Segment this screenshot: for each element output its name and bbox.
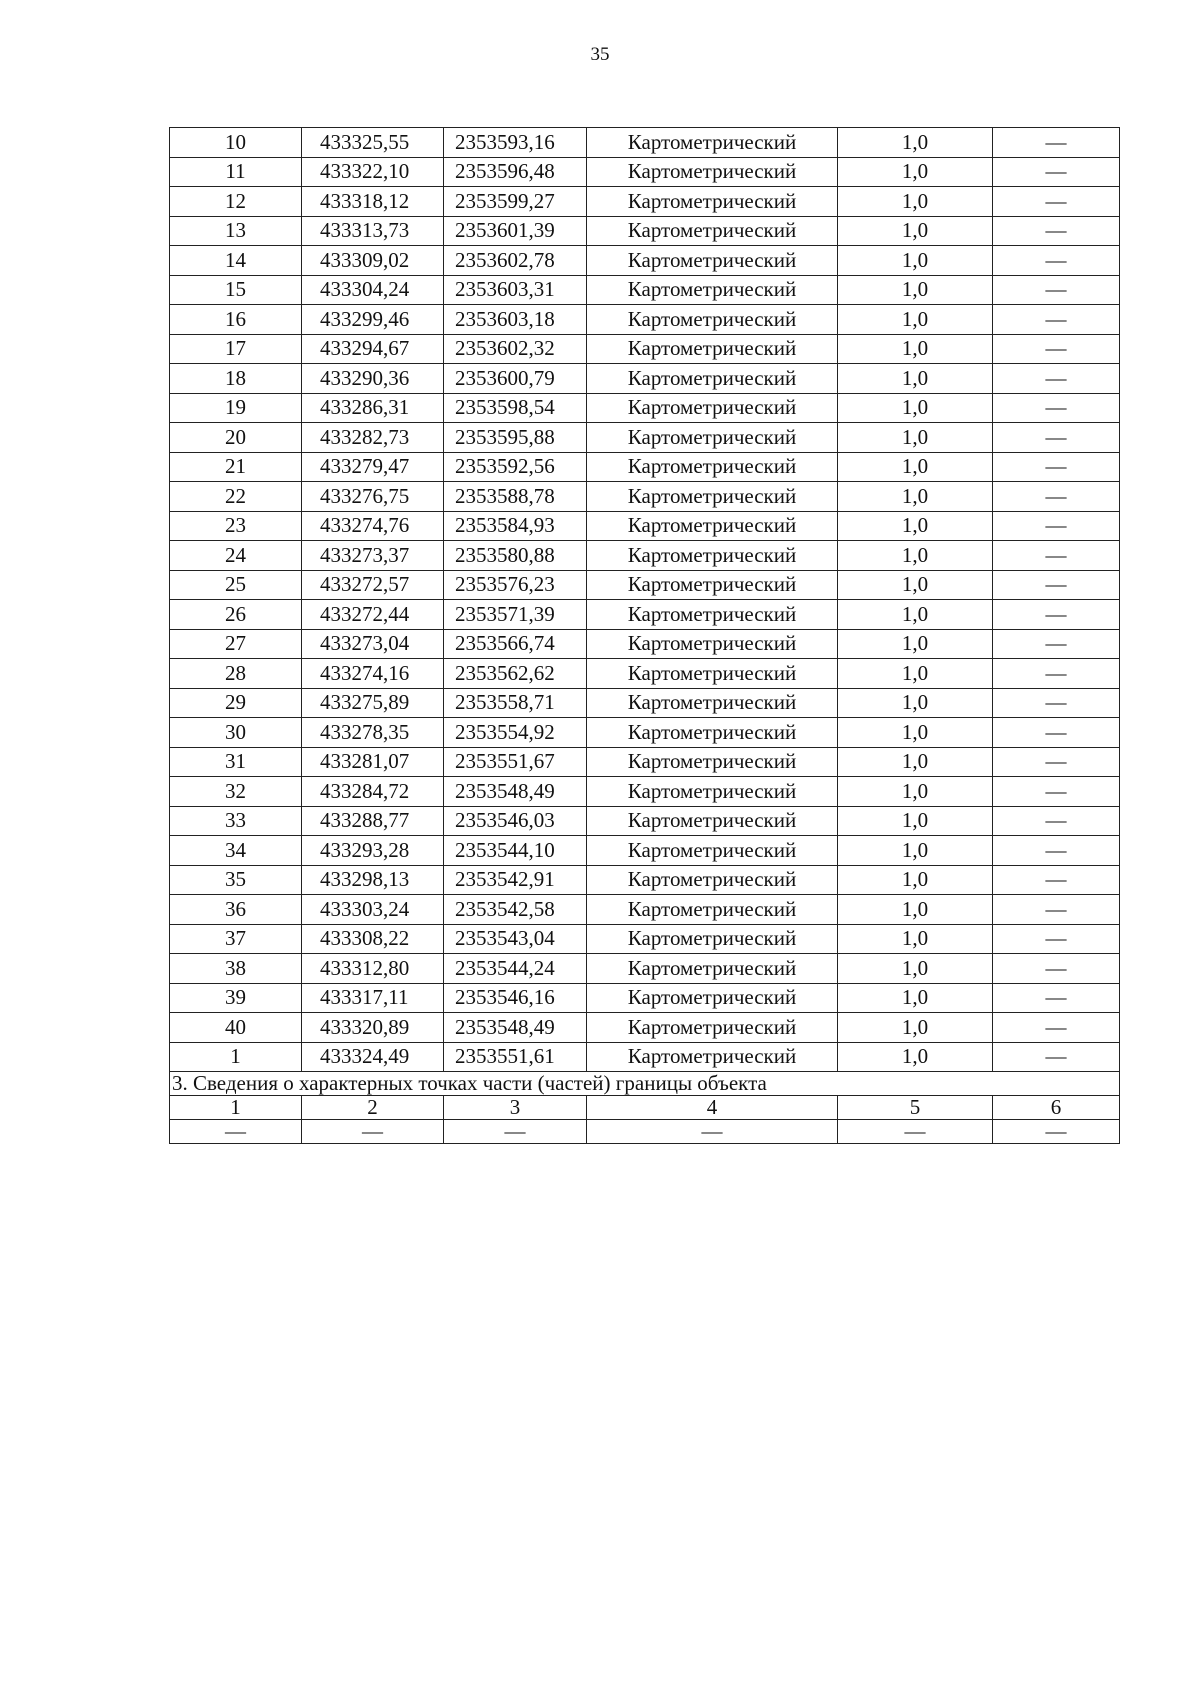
table-row xyxy=(170,216,1120,246)
point-number: 30 xyxy=(170,718,302,748)
accuracy-cell: 1,0 xyxy=(838,364,993,394)
coordinate-y: 2353596,48 xyxy=(444,157,587,187)
accuracy-cell: 1,0 xyxy=(838,1042,993,1072)
method-cell: Картометрический xyxy=(587,924,838,954)
accuracy-cell: 1,0 xyxy=(838,570,993,600)
point-number: 19 xyxy=(170,393,302,423)
point-number: 29 xyxy=(170,688,302,718)
coordinate-y: 2353584,93 xyxy=(444,511,587,541)
accuracy-cell: 1,0 xyxy=(838,688,993,718)
description-cell: — xyxy=(993,600,1120,630)
description-cell: — xyxy=(993,718,1120,748)
accuracy-cell: 1,0 xyxy=(838,747,993,777)
coordinate-x: 433325,55 xyxy=(302,128,444,158)
point-number: 35 xyxy=(170,865,302,895)
coordinate-y: 2353542,58 xyxy=(444,895,587,925)
accuracy-cell: 1,0 xyxy=(838,423,993,453)
description-cell: — xyxy=(993,629,1120,659)
table-row xyxy=(170,423,1120,453)
table-row xyxy=(170,305,1120,335)
point-number: 22 xyxy=(170,482,302,512)
coordinate-y: 2353595,88 xyxy=(444,423,587,453)
accuracy-cell: 1,0 xyxy=(838,718,993,748)
description-cell: — xyxy=(993,865,1120,895)
accuracy-cell: 1,0 xyxy=(838,216,993,246)
column-number-1: 1 xyxy=(170,1096,302,1120)
method-cell: Картометрический xyxy=(587,954,838,984)
point-number: 12 xyxy=(170,187,302,217)
description-cell: — xyxy=(993,659,1120,689)
description-cell: — xyxy=(993,393,1120,423)
method-cell: Картометрический xyxy=(587,865,838,895)
description-cell: — xyxy=(993,187,1120,217)
accuracy-cell: 1,0 xyxy=(838,629,993,659)
method-cell: Картометрический xyxy=(587,600,838,630)
accuracy-cell: 1,0 xyxy=(838,806,993,836)
empty-cell: — xyxy=(444,1120,587,1144)
table-row xyxy=(170,659,1120,689)
section-3-title-row xyxy=(170,1072,1120,1096)
coordinate-x: 433294,67 xyxy=(302,334,444,364)
point-number: 17 xyxy=(170,334,302,364)
description-cell: — xyxy=(993,452,1120,482)
table-row xyxy=(170,452,1120,482)
accuracy-cell: 1,0 xyxy=(838,865,993,895)
coordinate-x: 433298,13 xyxy=(302,865,444,895)
description-cell: — xyxy=(993,305,1120,335)
table-row xyxy=(170,482,1120,512)
table-row xyxy=(170,924,1120,954)
point-number: 34 xyxy=(170,836,302,866)
coordinate-y: 2353598,54 xyxy=(444,393,587,423)
coordinate-x: 433317,11 xyxy=(302,983,444,1013)
description-cell: — xyxy=(993,246,1120,276)
point-number: 21 xyxy=(170,452,302,482)
coordinate-x: 433278,35 xyxy=(302,718,444,748)
description-cell: — xyxy=(993,1042,1120,1072)
coordinate-x: 433273,04 xyxy=(302,629,444,659)
coordinate-x: 433320,89 xyxy=(302,1013,444,1043)
table-row xyxy=(170,1042,1120,1072)
description-cell: — xyxy=(993,275,1120,305)
description-cell: — xyxy=(993,216,1120,246)
description-cell: — xyxy=(993,777,1120,807)
table-row xyxy=(170,246,1120,276)
accuracy-cell: 1,0 xyxy=(838,157,993,187)
column-number-6: 6 xyxy=(993,1096,1120,1120)
description-cell: — xyxy=(993,688,1120,718)
coordinate-x: 433286,31 xyxy=(302,393,444,423)
accuracy-cell: 1,0 xyxy=(838,600,993,630)
coordinate-y: 2353548,49 xyxy=(444,777,587,807)
coordinate-x: 433274,16 xyxy=(302,659,444,689)
coordinate-y: 2353588,78 xyxy=(444,482,587,512)
coordinate-y: 2353580,88 xyxy=(444,541,587,571)
table-row xyxy=(170,806,1120,836)
table-row xyxy=(170,364,1120,394)
coordinate-y: 2353551,67 xyxy=(444,747,587,777)
coordinate-y: 2353601,39 xyxy=(444,216,587,246)
coordinate-x: 433324,49 xyxy=(302,1042,444,1072)
method-cell: Картометрический xyxy=(587,983,838,1013)
coordinate-x: 433308,22 xyxy=(302,924,444,954)
accuracy-cell: 1,0 xyxy=(838,452,993,482)
coordinate-x: 433293,28 xyxy=(302,836,444,866)
coordinate-y: 2353600,79 xyxy=(444,364,587,394)
coordinate-y: 2353554,92 xyxy=(444,718,587,748)
accuracy-cell: 1,0 xyxy=(838,305,993,335)
table-row xyxy=(170,600,1120,630)
method-cell: Картометрический xyxy=(587,718,838,748)
coordinate-y: 2353546,16 xyxy=(444,983,587,1013)
accuracy-cell: 1,0 xyxy=(838,393,993,423)
coordinate-x: 433290,36 xyxy=(302,364,444,394)
section-3-empty-row xyxy=(170,1120,1120,1144)
page-number: 35 xyxy=(590,44,610,65)
table-row xyxy=(170,629,1120,659)
point-number: 24 xyxy=(170,541,302,571)
coordinate-y: 2353558,71 xyxy=(444,688,587,718)
point-number: 39 xyxy=(170,983,302,1013)
accuracy-cell: 1,0 xyxy=(838,541,993,571)
table-row xyxy=(170,187,1120,217)
accuracy-cell: 1,0 xyxy=(838,983,993,1013)
accuracy-cell: 1,0 xyxy=(838,275,993,305)
accuracy-cell: 1,0 xyxy=(838,836,993,866)
point-number: 15 xyxy=(170,275,302,305)
section-3-column-numbers-row xyxy=(170,1096,1120,1120)
table-row xyxy=(170,895,1120,925)
method-cell: Картометрический xyxy=(587,688,838,718)
table-row xyxy=(170,541,1120,571)
coordinate-y: 2353603,31 xyxy=(444,275,587,305)
description-cell: — xyxy=(993,806,1120,836)
coordinate-x: 433279,47 xyxy=(302,452,444,482)
coordinate-x: 433322,10 xyxy=(302,157,444,187)
description-cell: — xyxy=(993,157,1120,187)
column-number-3: 3 xyxy=(444,1096,587,1120)
method-cell: Картометрический xyxy=(587,511,838,541)
accuracy-cell: 1,0 xyxy=(838,954,993,984)
method-cell: Картометрический xyxy=(587,836,838,866)
method-cell: Картометрический xyxy=(587,452,838,482)
description-cell: — xyxy=(993,954,1120,984)
table-row xyxy=(170,334,1120,364)
accuracy-cell: 1,0 xyxy=(838,187,993,217)
method-cell: Картометрический xyxy=(587,629,838,659)
coordinate-x: 433276,75 xyxy=(302,482,444,512)
table-row xyxy=(170,275,1120,305)
coordinate-x: 433304,24 xyxy=(302,275,444,305)
coordinate-y: 2353542,91 xyxy=(444,865,587,895)
accuracy-cell: 1,0 xyxy=(838,482,993,512)
method-cell: Картометрический xyxy=(587,806,838,836)
method-cell: Картометрический xyxy=(587,541,838,571)
point-number: 16 xyxy=(170,305,302,335)
coordinate-x: 433313,73 xyxy=(302,216,444,246)
method-cell: Картометрический xyxy=(587,187,838,217)
description-cell: — xyxy=(993,334,1120,364)
coordinate-y: 2353603,18 xyxy=(444,305,587,335)
coordinate-y: 2353599,27 xyxy=(444,187,587,217)
table-row xyxy=(170,128,1120,158)
column-number-4: 4 xyxy=(587,1096,838,1120)
coordinate-x: 433272,57 xyxy=(302,570,444,600)
coordinate-x: 433273,37 xyxy=(302,541,444,571)
method-cell: Картометрический xyxy=(587,364,838,394)
coordinate-y: 2353548,49 xyxy=(444,1013,587,1043)
empty-cell: — xyxy=(170,1120,302,1144)
coordinate-x: 433281,07 xyxy=(302,747,444,777)
method-cell: Картометрический xyxy=(587,157,838,187)
accuracy-cell: 1,0 xyxy=(838,128,993,158)
point-number: 32 xyxy=(170,777,302,807)
method-cell: Картометрический xyxy=(587,305,838,335)
empty-cell: — xyxy=(993,1120,1120,1144)
table-row xyxy=(170,393,1120,423)
description-cell: — xyxy=(993,364,1120,394)
point-number: 26 xyxy=(170,600,302,630)
method-cell: Картометрический xyxy=(587,659,838,689)
coordinate-x: 433303,24 xyxy=(302,895,444,925)
points-table-body xyxy=(170,128,1120,1144)
method-cell: Картометрический xyxy=(587,1042,838,1072)
table-row xyxy=(170,747,1120,777)
table-row xyxy=(170,511,1120,541)
method-cell: Картометрический xyxy=(587,246,838,276)
coordinate-y: 2353546,03 xyxy=(444,806,587,836)
accuracy-cell: 1,0 xyxy=(838,1013,993,1043)
method-cell: Картометрический xyxy=(587,747,838,777)
point-number: 10 xyxy=(170,128,302,158)
point-number: 20 xyxy=(170,423,302,453)
description-cell: — xyxy=(993,1013,1120,1043)
accuracy-cell: 1,0 xyxy=(838,924,993,954)
method-cell: Картометрический xyxy=(587,128,838,158)
accuracy-cell: 1,0 xyxy=(838,246,993,276)
description-cell: — xyxy=(993,983,1120,1013)
method-cell: Картометрический xyxy=(587,216,838,246)
description-cell: — xyxy=(993,128,1120,158)
table-row xyxy=(170,718,1120,748)
point-number: 31 xyxy=(170,747,302,777)
point-number: 40 xyxy=(170,1013,302,1043)
accuracy-cell: 1,0 xyxy=(838,777,993,807)
description-cell: — xyxy=(993,482,1120,512)
description-cell: — xyxy=(993,570,1120,600)
description-cell: — xyxy=(993,541,1120,571)
table-row xyxy=(170,865,1120,895)
coordinate-y: 2353602,78 xyxy=(444,246,587,276)
method-cell: Картометрический xyxy=(587,895,838,925)
coordinate-x: 433284,72 xyxy=(302,777,444,807)
accuracy-cell: 1,0 xyxy=(838,659,993,689)
point-number: 38 xyxy=(170,954,302,984)
point-number: 13 xyxy=(170,216,302,246)
point-number: 1 xyxy=(170,1042,302,1072)
table-row xyxy=(170,688,1120,718)
coordinate-y: 2353551,61 xyxy=(444,1042,587,1072)
boundary-points-table xyxy=(169,127,1120,1144)
coordinate-x: 433274,76 xyxy=(302,511,444,541)
table-row xyxy=(170,1013,1120,1043)
coordinate-x: 433309,02 xyxy=(302,246,444,276)
point-number: 23 xyxy=(170,511,302,541)
method-cell: Картометрический xyxy=(587,570,838,600)
table-row xyxy=(170,157,1120,187)
table-row xyxy=(170,954,1120,984)
coordinate-y: 2353602,32 xyxy=(444,334,587,364)
coordinate-y: 2353576,23 xyxy=(444,570,587,600)
point-number: 28 xyxy=(170,659,302,689)
coordinate-y: 2353571,39 xyxy=(444,600,587,630)
table-row xyxy=(170,836,1120,866)
coordinate-y: 2353562,62 xyxy=(444,659,587,689)
description-cell: — xyxy=(993,511,1120,541)
coordinate-y: 2353543,04 xyxy=(444,924,587,954)
empty-cell: — xyxy=(302,1120,444,1144)
accuracy-cell: 1,0 xyxy=(838,511,993,541)
point-number: 11 xyxy=(170,157,302,187)
section-3-title: 3. Сведения о характерных точках части (частей) границы объекта xyxy=(170,1072,1120,1096)
method-cell: Картометрический xyxy=(587,423,838,453)
description-cell: — xyxy=(993,836,1120,866)
point-number: 14 xyxy=(170,246,302,276)
description-cell: — xyxy=(993,747,1120,777)
column-number-2: 2 xyxy=(302,1096,444,1120)
point-number: 27 xyxy=(170,629,302,659)
coordinate-x: 433272,44 xyxy=(302,600,444,630)
method-cell: Картометрический xyxy=(587,275,838,305)
coordinate-x: 433318,12 xyxy=(302,187,444,217)
point-number: 33 xyxy=(170,806,302,836)
point-number: 37 xyxy=(170,924,302,954)
coordinate-y: 2353544,24 xyxy=(444,954,587,984)
table-row xyxy=(170,777,1120,807)
empty-cell: — xyxy=(587,1120,838,1144)
coordinate-y: 2353544,10 xyxy=(444,836,587,866)
point-number: 36 xyxy=(170,895,302,925)
table-row xyxy=(170,983,1120,1013)
point-number: 25 xyxy=(170,570,302,600)
description-cell: — xyxy=(993,423,1120,453)
method-cell: Картометрический xyxy=(587,1013,838,1043)
coordinate-x: 433282,73 xyxy=(302,423,444,453)
empty-cell: — xyxy=(838,1120,993,1144)
description-cell: — xyxy=(993,924,1120,954)
coordinate-y: 2353566,74 xyxy=(444,629,587,659)
description-cell: — xyxy=(993,895,1120,925)
method-cell: Картометрический xyxy=(587,334,838,364)
coordinate-x: 433288,77 xyxy=(302,806,444,836)
column-number-5: 5 xyxy=(838,1096,993,1120)
method-cell: Картометрический xyxy=(587,482,838,512)
method-cell: Картометрический xyxy=(587,777,838,807)
table-row xyxy=(170,570,1120,600)
coordinate-x: 433312,80 xyxy=(302,954,444,984)
point-number: 18 xyxy=(170,364,302,394)
coordinate-x: 433275,89 xyxy=(302,688,444,718)
method-cell: Картометрический xyxy=(587,393,838,423)
accuracy-cell: 1,0 xyxy=(838,334,993,364)
coordinate-y: 2353593,16 xyxy=(444,128,587,158)
accuracy-cell: 1,0 xyxy=(838,895,993,925)
coordinate-x: 433299,46 xyxy=(302,305,444,335)
coordinate-y: 2353592,56 xyxy=(444,452,587,482)
